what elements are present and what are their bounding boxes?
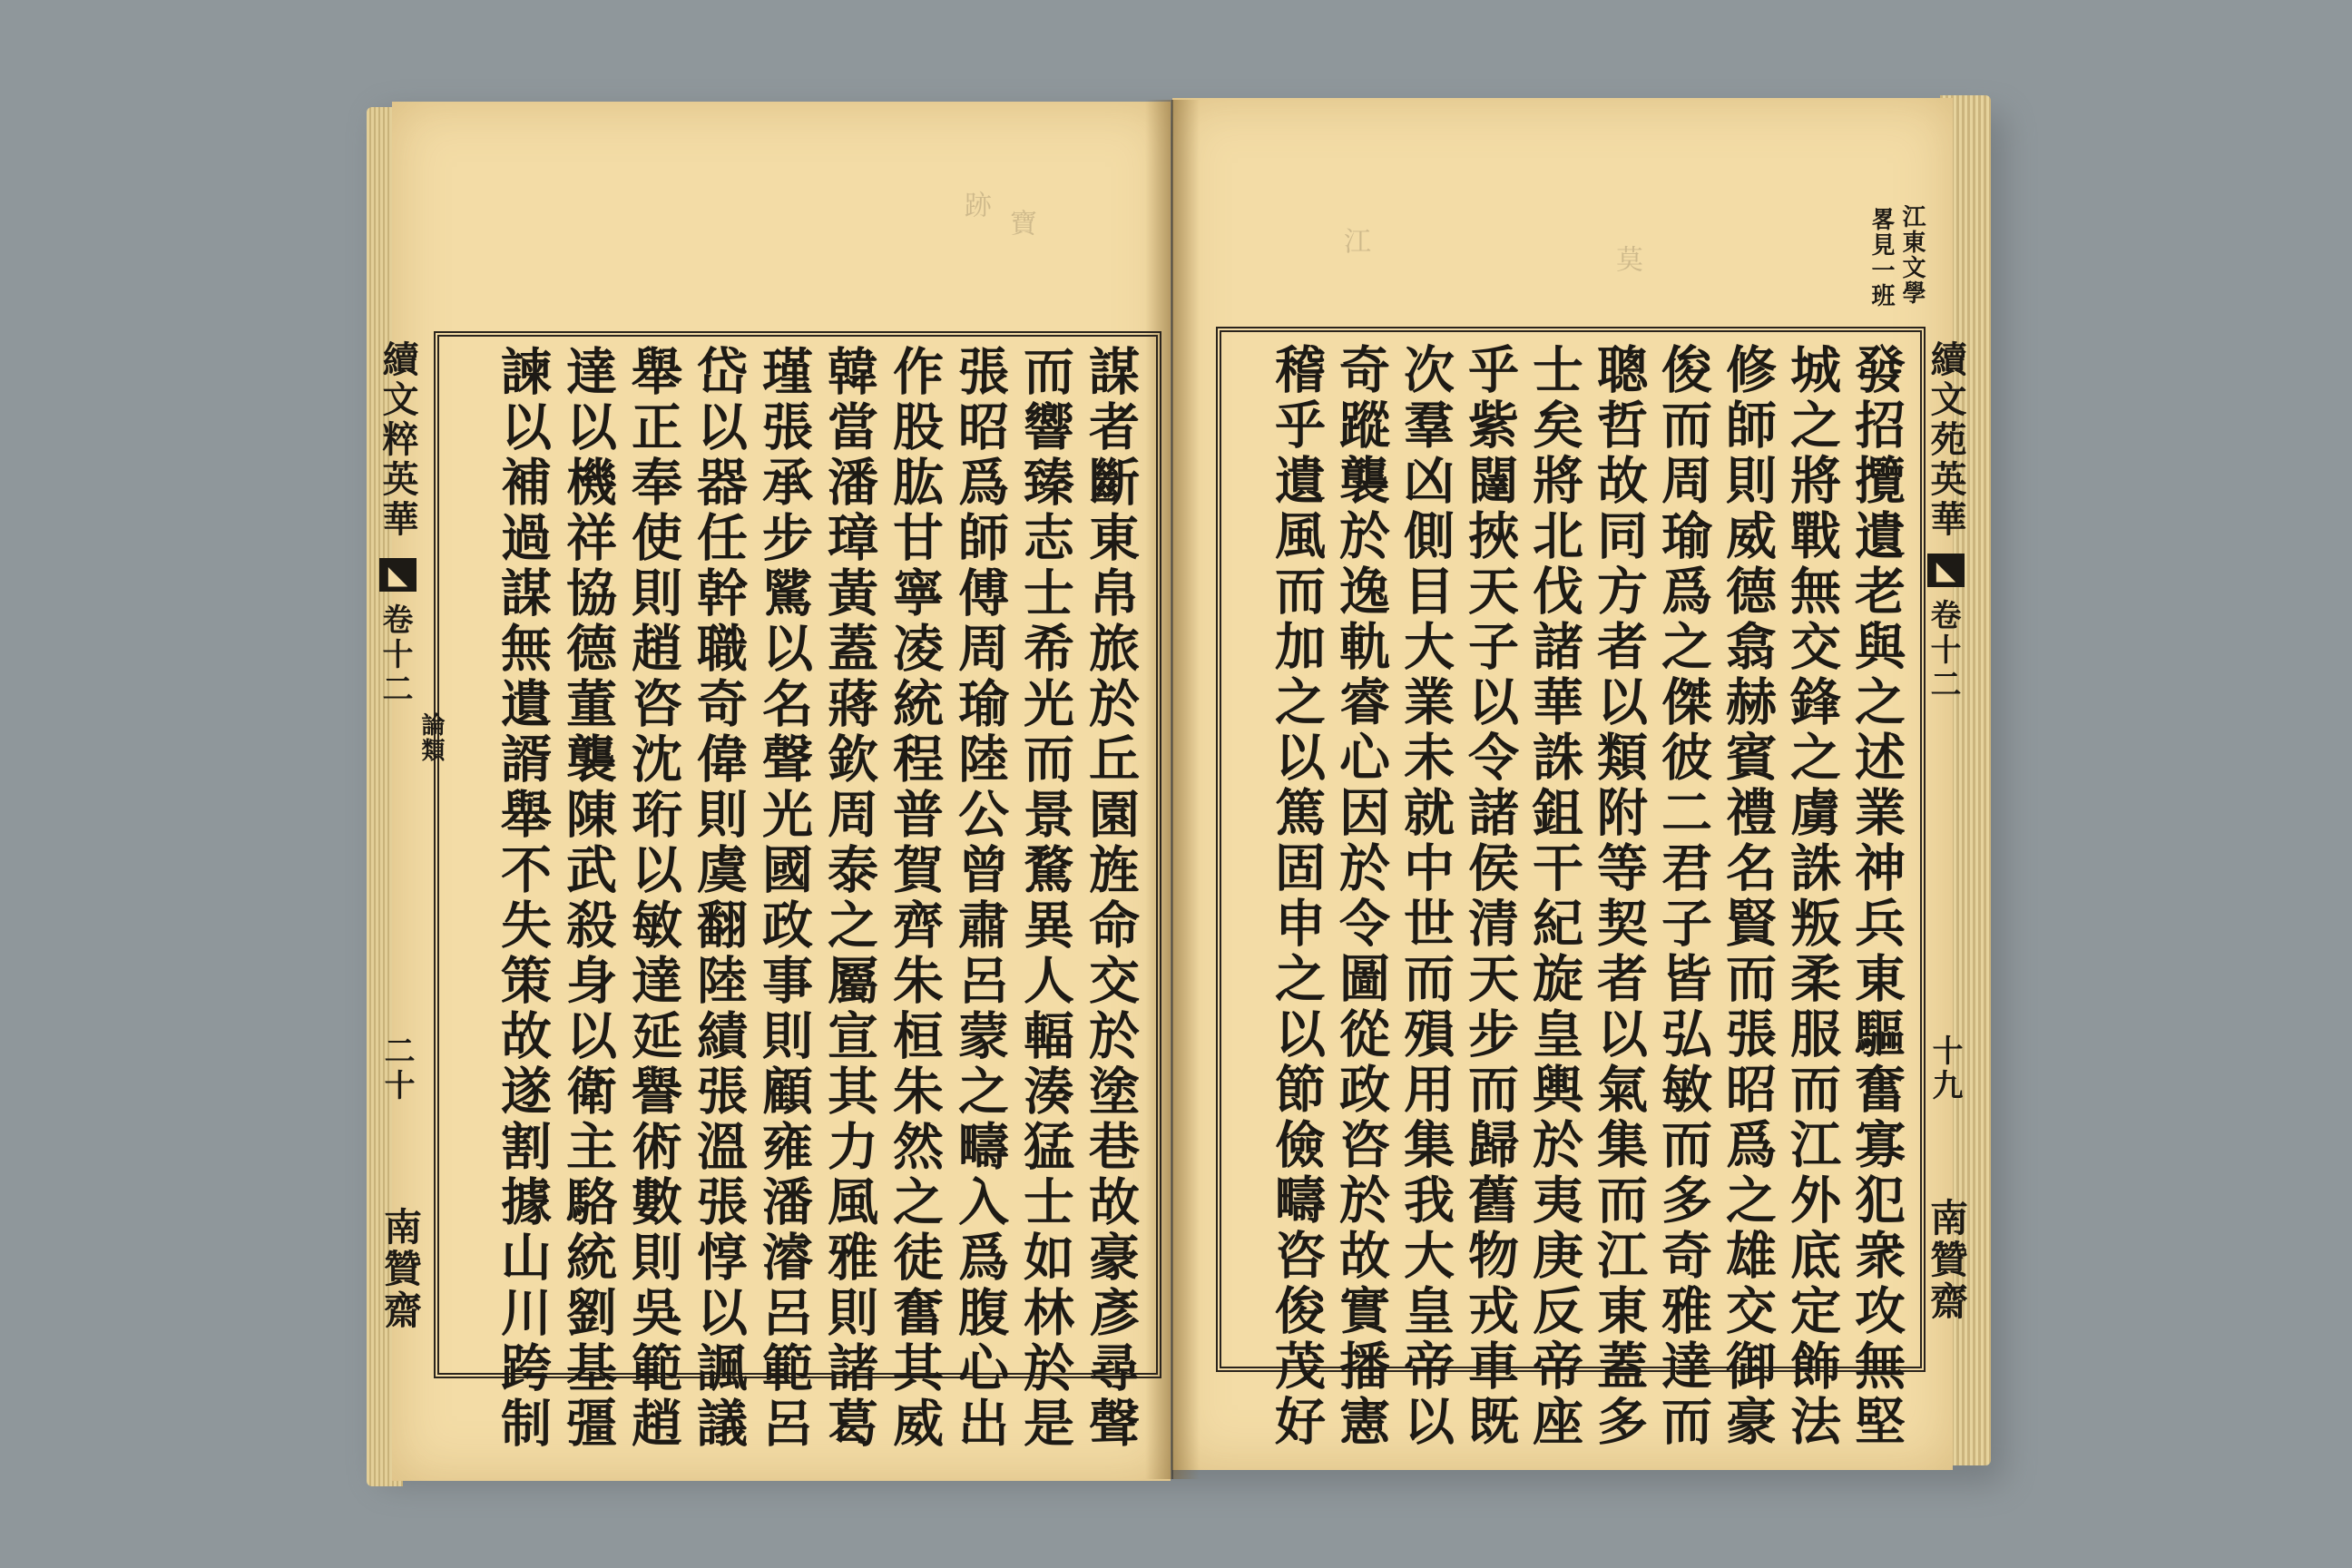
right-text-column: 士矣將北伐諸華誅鉏干紀旋皇輿於夷庚反帝座 xyxy=(1524,343,1584,1450)
right-publisher-mark: 南贊齋 xyxy=(1925,1198,1969,1323)
left-text-column: 瑾張承步騭以名聲光國政事則顧雍潘濬呂範呂 xyxy=(754,345,814,1452)
right-page-number: 十九 xyxy=(1926,1034,1963,1103)
left-chapter-marker: ◣ xyxy=(379,558,416,592)
right-chapter-label: 卷十二 xyxy=(1925,599,1961,702)
left-text-column: 作股肱甘寧凌統程普賀齊朱桓朱然之徒奮其威 xyxy=(885,345,945,1452)
left-text-column: 張昭爲師傅周瑜陸公曾肅呂蒙之疇入爲腹心出 xyxy=(950,345,1010,1452)
left-margin-title: 續文粹英華 xyxy=(377,340,419,540)
left-section-label: 論類 xyxy=(417,712,445,763)
right-side-note: 畧見一班 xyxy=(1867,207,1895,309)
bleed-through-mark: 跡 xyxy=(959,191,991,221)
left-text-column: 諫以補過謀無遺諝舉不失策故遂割據山川跨制 xyxy=(493,345,553,1452)
right-text-column: 奇蹤襲於逸軌睿心因於令圖從政咨於故實播憲 xyxy=(1331,343,1391,1450)
right-text-column: 發招攬遺老與之述業神兵東驅奮寡犯衆攻無堅 xyxy=(1847,343,1906,1450)
right-text-column: 乎紫闥挾天子以令諸侯清天步而歸舊物戎車既 xyxy=(1460,343,1520,1450)
right-side-note: 江東文學 xyxy=(1898,204,1926,306)
left-text-column: 舉正奉使則趙咨沈珩以敏達延譽術數則吳範趙 xyxy=(623,345,683,1452)
right-margin-title: 續文苑英華 xyxy=(1925,340,1967,540)
right-text-column: 城之將戰無交鋒之虜誅叛柔服而江外底定飾法 xyxy=(1782,343,1842,1450)
left-text-column: 而響臻志士希光而景騖異人輻湊猛士如林於是 xyxy=(1015,345,1075,1452)
left-text-column: 韓當潘璋黃蓋蔣欽周泰之屬宣其力風雅則諸葛 xyxy=(819,345,879,1452)
right-text-column: 俊而周瑜爲之傑彼二君子皆弘敏而多奇雅達而 xyxy=(1653,343,1713,1450)
left-page-number: 二十 xyxy=(378,1034,415,1103)
bleed-through-mark: 寶 xyxy=(1004,209,1036,240)
right-chapter-marker: ◣ xyxy=(1927,554,1965,587)
right-text-column: 稽乎遺風而加之以篤固申之以節儉疇咨俊茂好 xyxy=(1267,343,1327,1450)
right-text-column: 聰哲故同方者以類附等契者以氣集而江東蓋多 xyxy=(1589,343,1649,1450)
left-chapter-label: 卷十二 xyxy=(377,603,413,707)
right-text-column: 次羣凶側目大業未就中世而殞用集我大皇帝以 xyxy=(1396,343,1455,1450)
bleed-through-mark: 莫 xyxy=(1611,245,1642,276)
left-text-column: 達以機祥協德董襲陳武殺身以衛主駱統劉基彊 xyxy=(558,345,618,1452)
right-text-column: 修師則威德翕赫賓禮名賢而張昭爲之雄交御豪 xyxy=(1718,343,1778,1450)
left-text-column: 謀者斷東帛旅於丘園旌命交於塗巷故豪彥尋聲 xyxy=(1081,345,1141,1452)
left-text-column: 岱以器任幹職奇偉則虞翻陸績張溫張惇以諷議 xyxy=(689,345,749,1452)
left-publisher-mark: 南贊齋 xyxy=(378,1207,423,1332)
bleed-through-mark: 江 xyxy=(1338,227,1370,258)
